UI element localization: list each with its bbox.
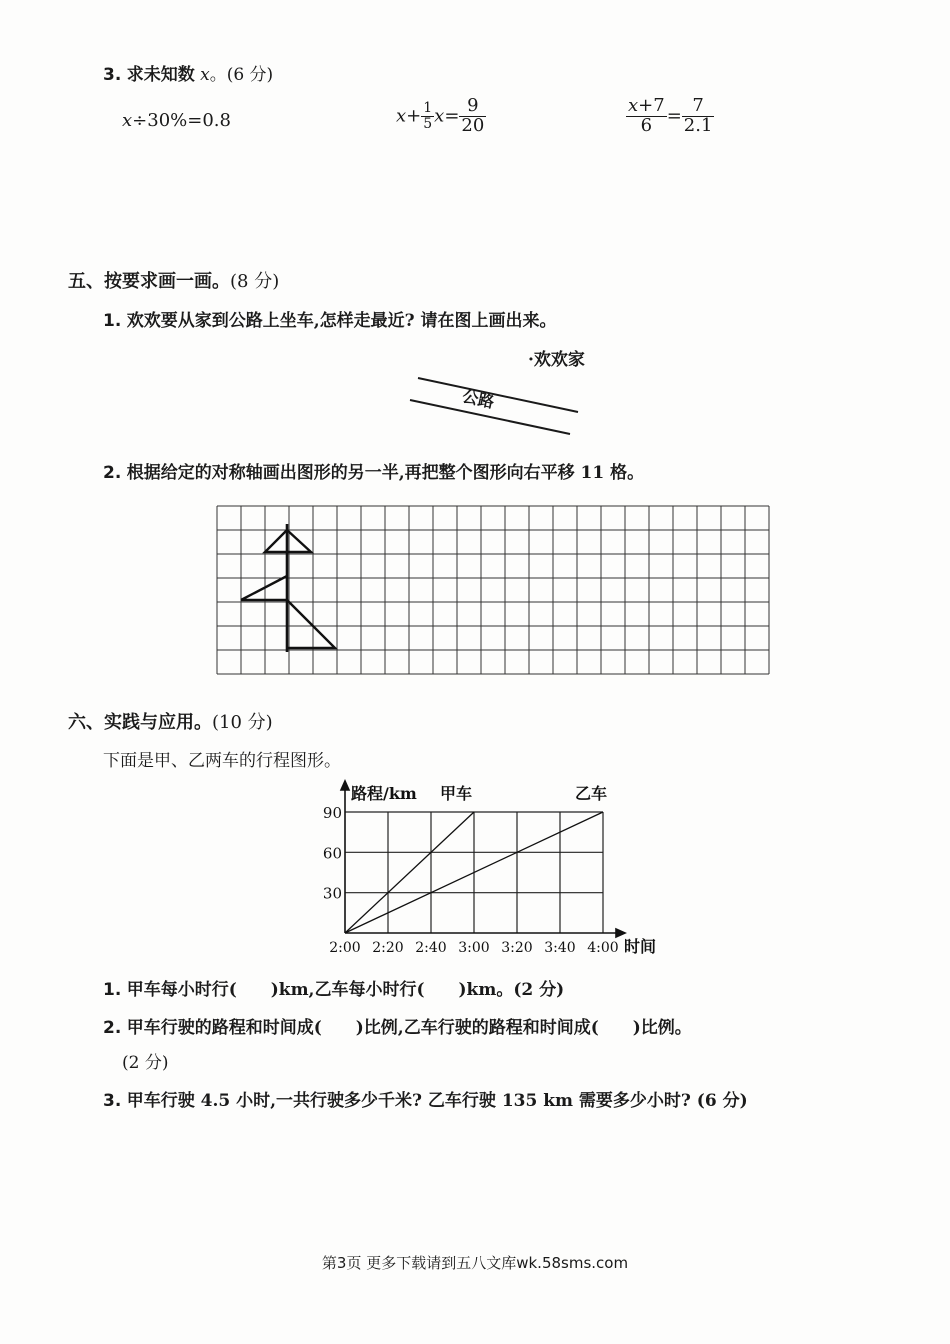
- figure-middle-triangle: [241, 576, 287, 600]
- eq2-result-den: 20: [461, 114, 485, 136]
- page-footer: 第3页 更多下载请到五八文库wk.58sms.com: [321, 1254, 629, 1272]
- symmetry-grid: [210, 500, 770, 680]
- section-6-title: [68, 708, 273, 734]
- x-tick-label: 3:40: [544, 940, 576, 956]
- x-axis-label: 时间: [624, 937, 657, 956]
- eq3-result-fraction: [682, 97, 715, 136]
- eq3-den: 6: [640, 114, 653, 136]
- eq3-result-num: 7: [682, 97, 715, 117]
- eq2-equals: =: [444, 105, 460, 127]
- s5-q1-text: 欢欢要从家到公路上坐车,怎样走最近? 请在图上画出来。: [126, 311, 557, 331]
- q3-tail: 。(6 分): [209, 65, 274, 85]
- s6-q2-number: 2.: [103, 1018, 122, 1038]
- eq2-var-2: x: [434, 105, 445, 127]
- s6-q1-text: 甲车每小时行( )km,乙车每小时行( )km。(2 分): [126, 980, 565, 1000]
- x-tick-label: 2:20: [372, 940, 404, 956]
- eq3-var: x: [628, 95, 639, 116]
- eq3-num: [626, 97, 667, 117]
- eq2-frac-num: 1: [423, 100, 433, 117]
- y-axis-label: 路程/km: [351, 784, 417, 803]
- legend-label-jia: 甲车: [440, 784, 473, 803]
- x-tick-label: 4:00: [587, 940, 619, 956]
- eq3-num-rest: +7: [638, 95, 665, 116]
- chart-x-arrow: [616, 929, 625, 937]
- section-5-score: (8 分): [230, 271, 280, 292]
- travel-chart: [310, 778, 690, 963]
- equation-2: [396, 97, 486, 136]
- x-tick-label: 3:00: [458, 940, 490, 956]
- road-label: 公路: [460, 386, 496, 412]
- eq3-equals: =: [666, 105, 682, 127]
- figure-top-triangle: [265, 530, 287, 552]
- home-label: ·欢欢家: [528, 350, 585, 370]
- s5-q2-text: 根据给定的对称轴画出图形的另一半,再把整个图形向右平移 11 格。: [126, 463, 645, 483]
- eq3-result-den: 2.1: [683, 114, 713, 136]
- equation-3: [626, 97, 714, 136]
- chart-y-arrow: [341, 781, 349, 790]
- s6-q3-text: 甲车行驶 4.5 小时,一共行驶多少千米? 乙车行驶 135 km 需要多少小时? (6 分): [126, 1091, 748, 1111]
- y-tick-label: 30: [322, 884, 342, 903]
- s6-intro: 下面是甲、乙两车的行程图形。: [103, 751, 341, 771]
- eq1-rest: ÷30%=0.8: [132, 110, 231, 131]
- q3-prompt: [103, 60, 273, 85]
- section-6-heading: 六、实践与应用。: [68, 712, 212, 733]
- figure-right-half: [287, 530, 311, 552]
- s6-q2-score: (2 分): [122, 1053, 169, 1073]
- section-6-score: (10 分): [212, 712, 273, 733]
- eq2-fraction: [421, 101, 434, 131]
- legend-label-yi: 乙车: [575, 784, 608, 803]
- q3-var: x: [200, 65, 210, 85]
- y-tick-label: 60: [322, 844, 342, 863]
- eq2-result-num: 9: [459, 97, 486, 117]
- s6-q2-text: 甲车行驶的路程和时间成( )比例,乙车行驶的路程和时间成( )比例。: [126, 1018, 692, 1038]
- s5-q2: [103, 458, 644, 483]
- section-5-heading: 五、按要求画一画。: [68, 271, 230, 292]
- s5-q1: [103, 306, 557, 331]
- series-line-jia: [345, 812, 474, 933]
- x-tick-label: 3:20: [501, 940, 533, 956]
- q3-number: 3.: [103, 65, 122, 85]
- s5-q1-number: 1.: [103, 311, 122, 331]
- figure-bottom-shape: [287, 600, 335, 648]
- figure-top-right: [287, 530, 311, 552]
- eq2-plus: +: [406, 105, 422, 127]
- s5-q2-number: 2.: [103, 463, 122, 483]
- s6-q3: [103, 1086, 748, 1111]
- section-5-title: [68, 267, 279, 293]
- eq1-var: x: [122, 110, 133, 131]
- eq2-frac-den: 5: [423, 115, 433, 132]
- road-figure: [400, 370, 590, 440]
- eq2-var-1: x: [396, 105, 407, 127]
- y-tick-label: 90: [322, 804, 342, 822]
- eq2-result-fraction: [459, 97, 486, 136]
- s6-q2: [103, 1013, 692, 1038]
- equation-1: [122, 110, 231, 131]
- s6-q1: [103, 975, 564, 1000]
- eq3-fraction: [626, 97, 667, 136]
- s6-q1-number: 1.: [103, 980, 122, 1000]
- x-tick-label: 2:00: [329, 940, 361, 956]
- s6-q3-number: 3.: [103, 1091, 122, 1111]
- q3-text: 求未知数: [126, 65, 195, 85]
- x-tick-label: 2:40: [415, 940, 447, 956]
